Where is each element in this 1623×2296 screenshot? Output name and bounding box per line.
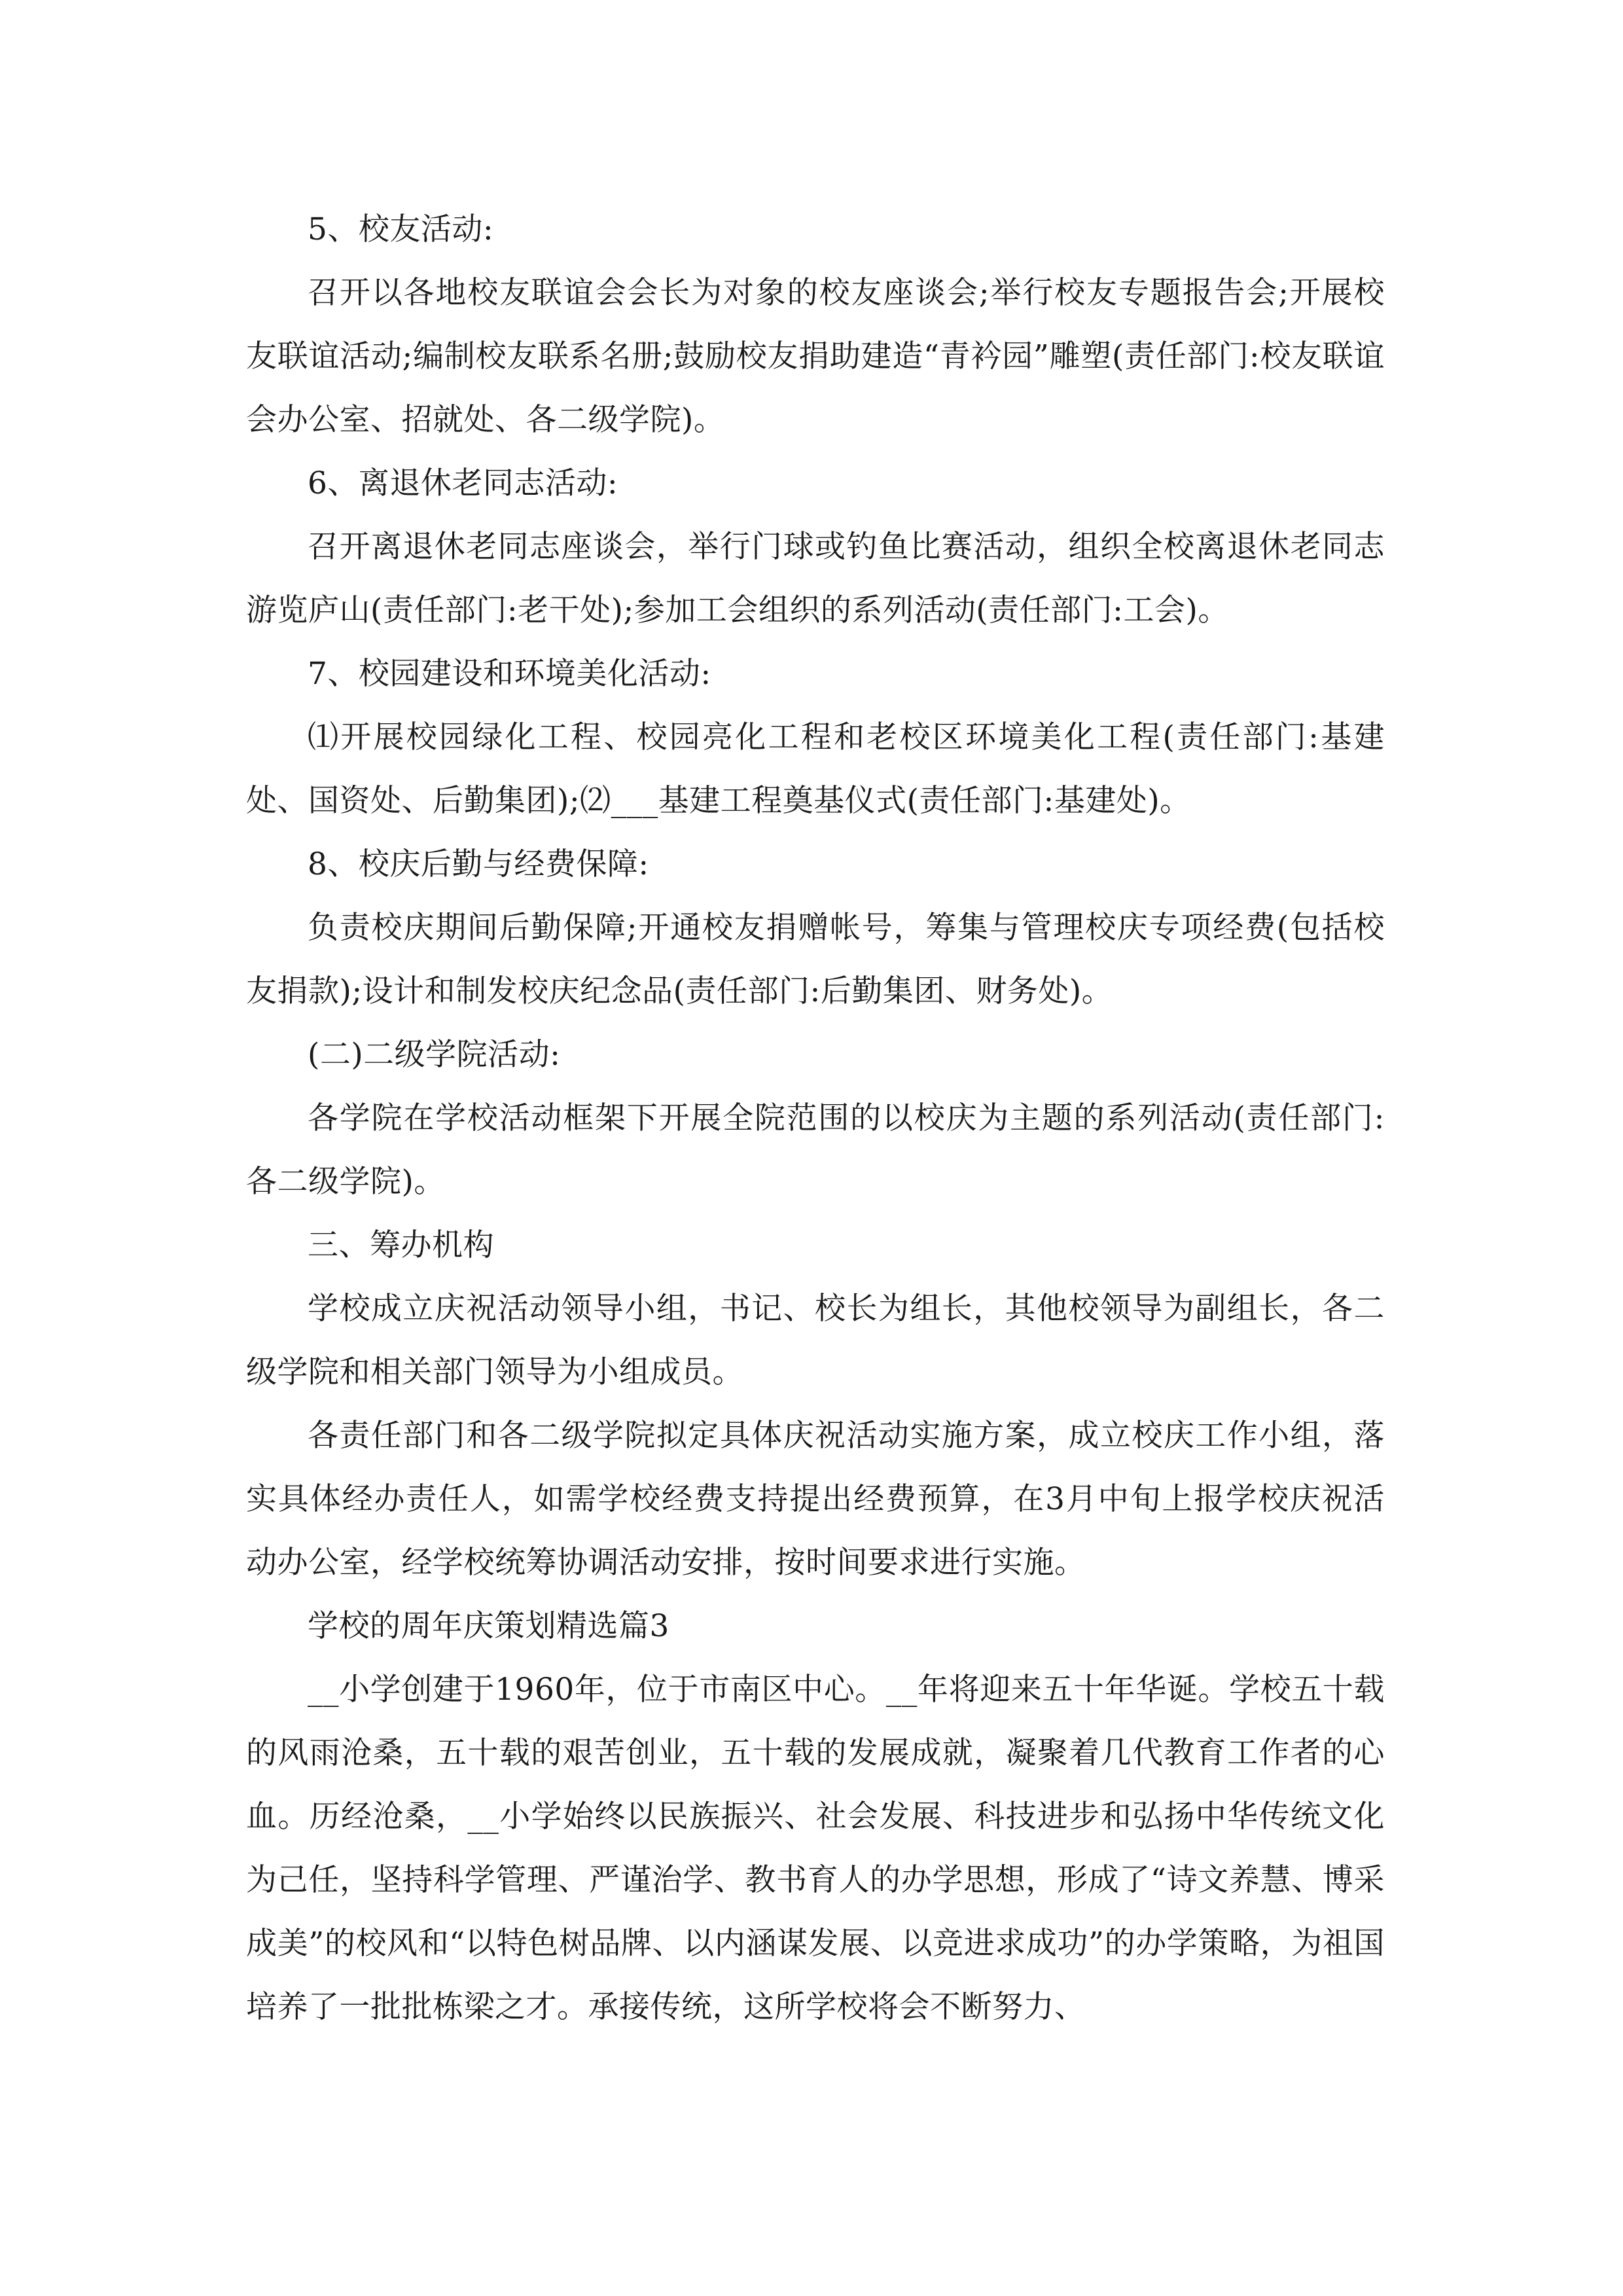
section-heading-retirees: 6、离退休老同志活动: [308,465,618,501]
paragraph-implementation: 各责任部门和各二级学院拟定具体庆祝活动实施方案，成立校庆工作小组，落实具体经办责任人，如需学校经费支持提出经费预算，在3月中旬上报学校庆祝活动办公室，经学校统筹协调活动安排，按时间要求进行实施。 [246,1418,1385,1581]
paragraph-colleges: 各学院在学校活动框架下开展全院范围的以校庆为主题的系列活动(责任部门:各二级学院)。 [246,1100,1385,1200]
paragraph-campus: ⑴开展校园绿化工程、校园亮化工程和老校区环境美化工程(责任部门:基建处、国资处、后勤集团);⑵___基建工程奠基仪式(责任部门:基建处)。 [246,719,1385,819]
paragraph-retirees: 召开离退休老同志座谈会，举行门球或钓鱼比赛活动，组织全校离退休老同志游览庐山(责任部门:老干处);参加工会组织的系列活动(责任部门:工会)。 [246,529,1385,628]
paragraph-alumni: 召开以各地校友联谊会会长为对象的校友座谈会;举行校友专题报告会;开展校友联谊活动;编制校友联系名册;鼓励校友捐助建造“青衿园”雕塑(责任部门:校友联谊会办公室、招就处、各二级学院)。 [246,275,1385,438]
section-heading-logistics: 8、校庆后勤与经费保障: [308,846,649,882]
paragraph-school-history: __小学创建于1960年，位于市南区中心。__年将迎来五十年华诞。学校五十载的风雨沧桑，五十载的艰苦创业，五十载的发展成就，凝聚着几代教育工作者的心血。历经沧桑，__小学始终以民族振兴、社会发展、科技进步和弘扬中华传统文化为己任，坚持科学管理、严谨治学、教书育人的办学思想，形成了“诗文养慧、博采成美”的校风和“以特色树品牌、以内涵谋发展、以竞进求成功”的办学策略，为祖国培养了一批批栋梁之才。承接传统，这所学校将会不断努力、 [246,1672,1385,2025]
section-heading-alumni: 5、校友活动: [308,211,494,247]
section-heading-organization: 三、筹办机构 [308,1227,494,1263]
article-title: 学校的周年庆策划精选篇3 [308,1608,669,1644]
paragraph-organization: 学校成立庆祝活动领导小组，书记、校长为组长，其他校领导为副组长，各二级学院和相关部门领导为小组成员。 [246,1291,1385,1390]
paragraph-logistics: 负责校庆期间后勤保障;开通校友捐赠帐号，筹集与管理校庆专项经费(包括校友捐款);设计和制发校庆纪念品(责任部门:后勤集团、财务处)。 [246,910,1385,1009]
section-heading-colleges: (二)二级学院活动: [308,1037,561,1073]
document-body [246,198,1385,2039]
section-heading-campus: 7、校园建设和环境美化活动: [308,656,711,692]
